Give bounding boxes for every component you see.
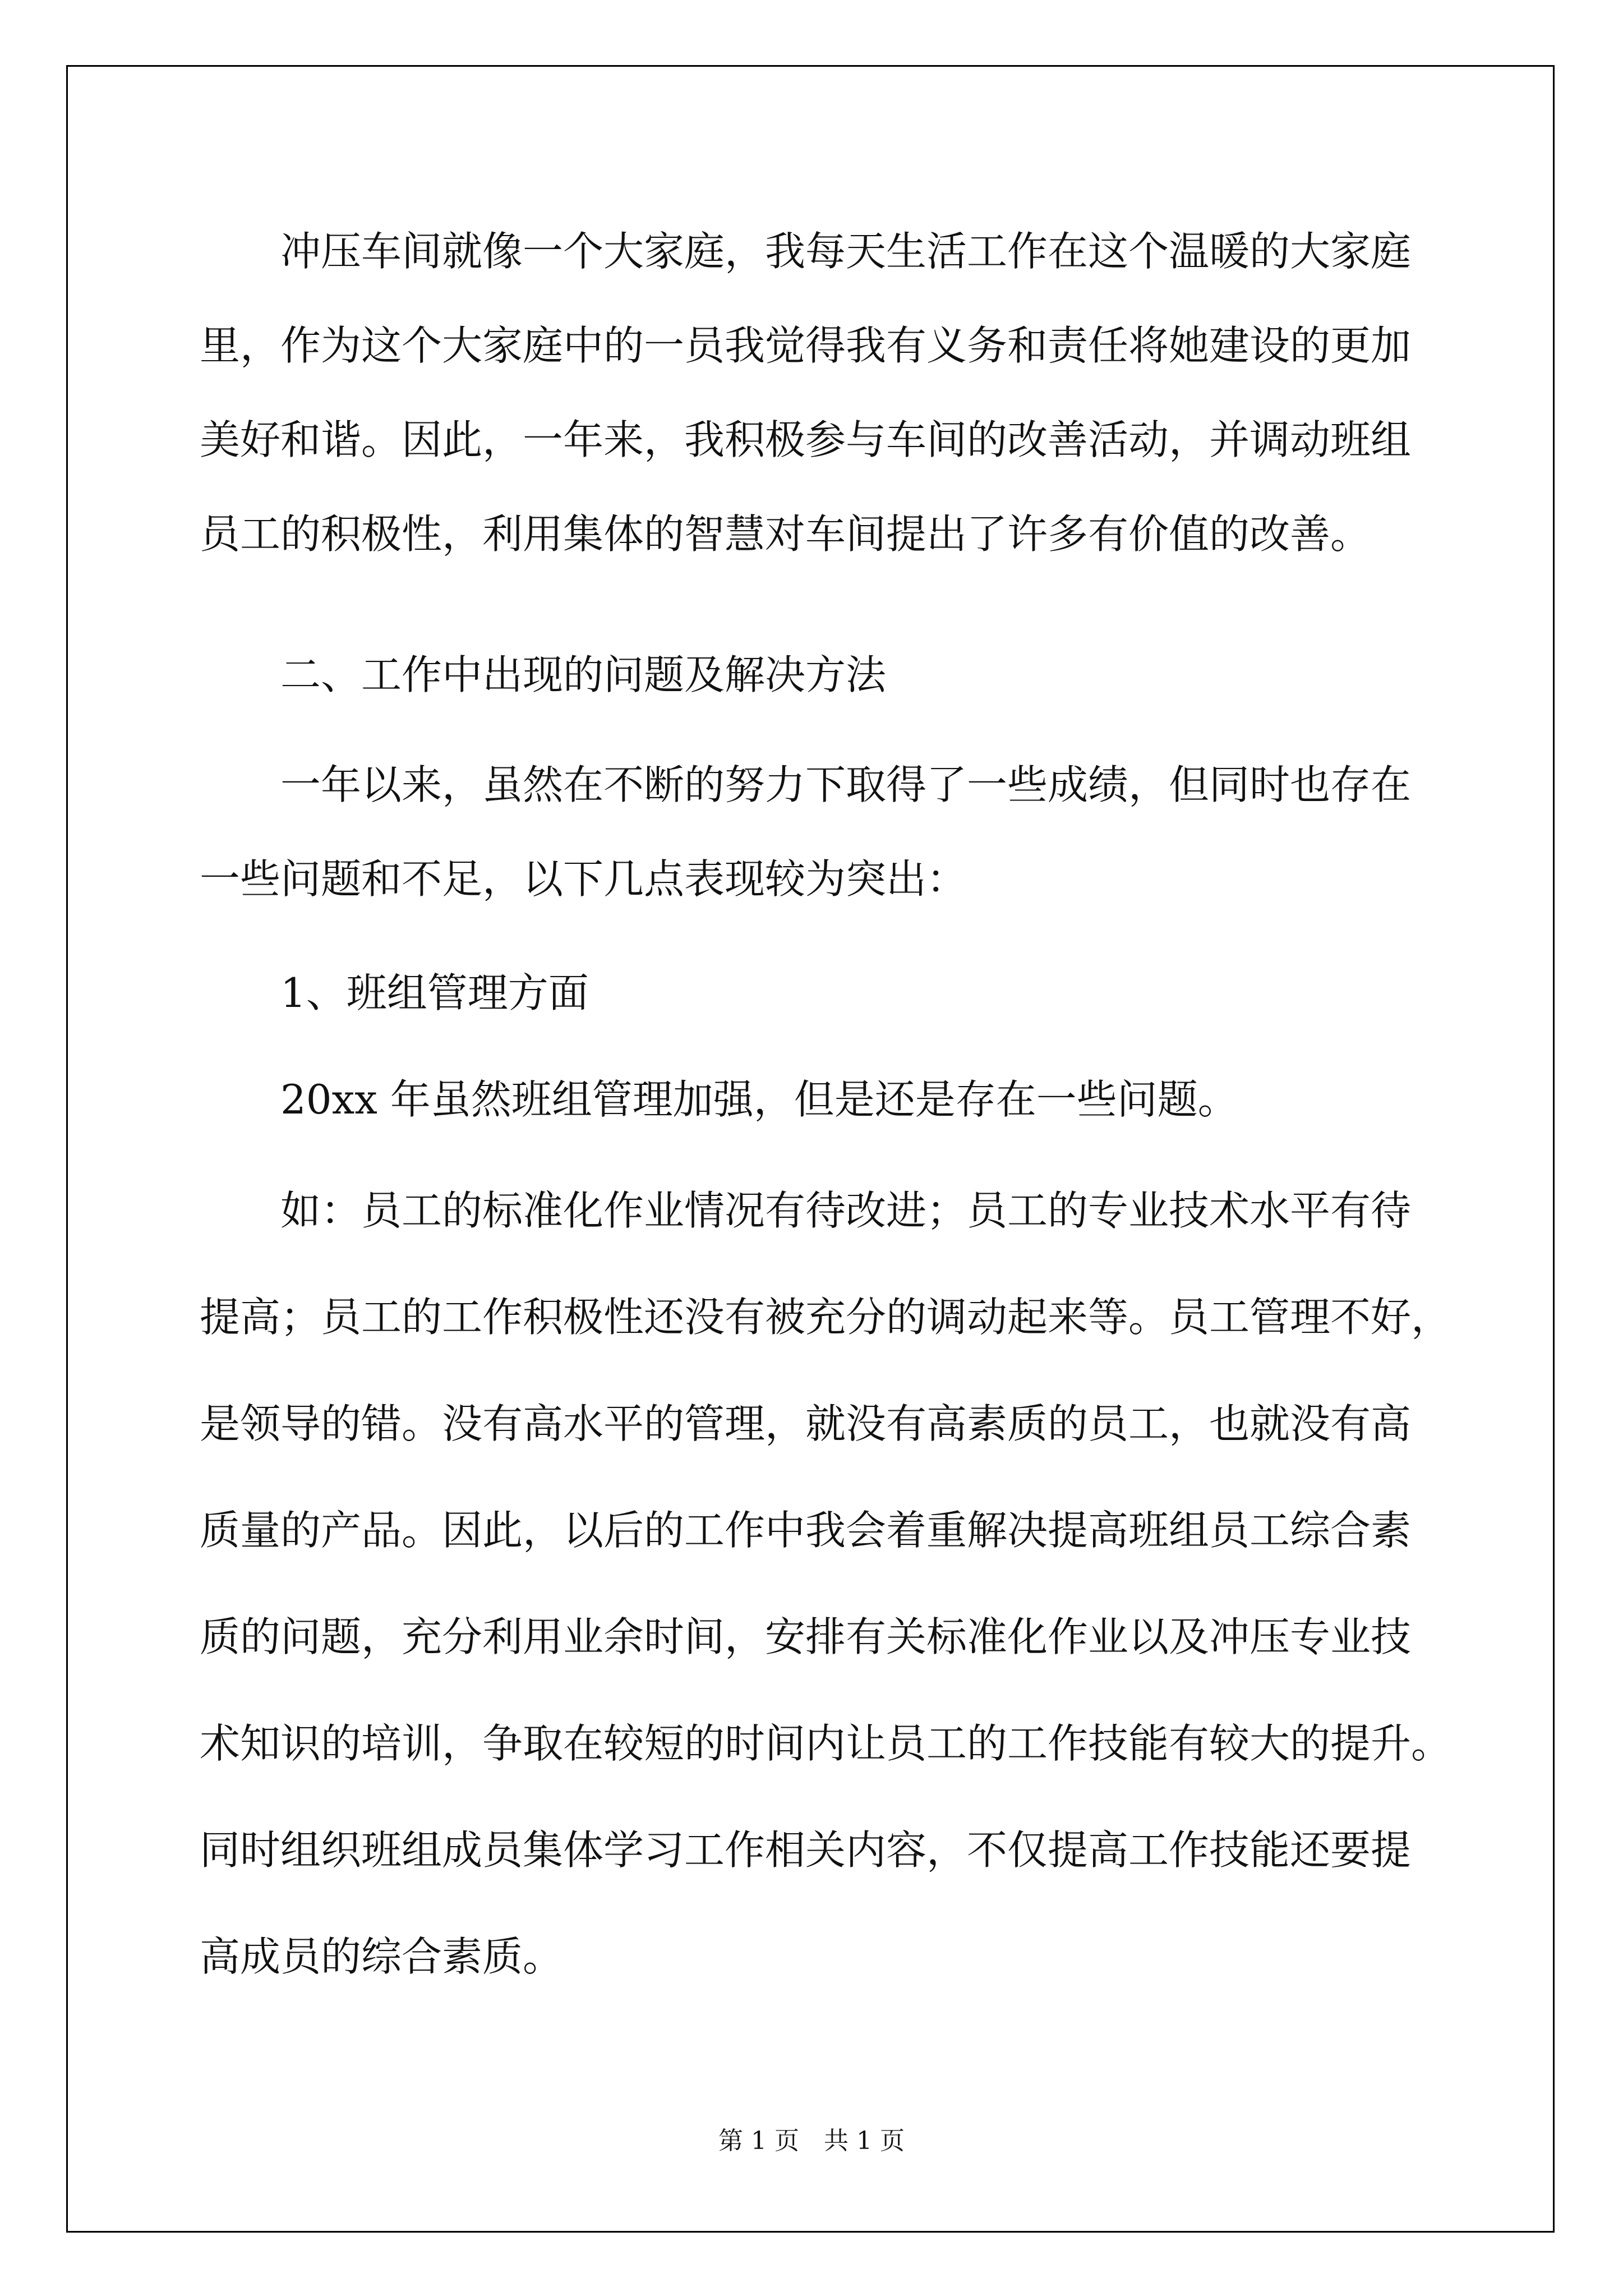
section-heading: 二、工作中出现的问题及解决方法 (280, 651, 887, 698)
paragraph-line: 冲压车间就像一个大家庭，我每天生活工作在这个温暖的大家庭 (280, 228, 1412, 275)
paragraph-line: 美好和谐。因此，一年来，我积极参与车间的改善活动，并调动班组 (200, 416, 1412, 463)
paragraph-line: 高成员的综合素质。 (200, 1933, 564, 1980)
page-border (66, 65, 1555, 2233)
subsection-heading: 1、班组管理方面 (280, 969, 589, 1016)
paragraph-line: 质的问题，充分利用业余时间，安排有关标准化作业以及冲压专业技 (200, 1613, 1412, 1660)
paragraph-line: 20xx 年虽然班组管理加强，但是还是存在一些问题。 (280, 1076, 1238, 1123)
paragraph-line: 质量的产品。因此，以后的工作中我会着重解决提高班组员工综合素 (200, 1507, 1412, 1554)
paragraph-line: 术知识的培训，争取在较短的时间内让员工的工作技能有较大的提升。 (200, 1720, 1452, 1767)
paragraph-line: 提高；员工的工作积极性还没有被充分的调动起来等。员工管理不好， (200, 1294, 1452, 1341)
paragraph-line: 一些问题和不足，以下几点表现较为突出： (200, 855, 967, 903)
paragraph-line: 如：员工的标准化作业情况有待改进；员工的专业技术水平有待 (280, 1187, 1412, 1234)
paragraph-line: 同时组织班组成员集体学习工作相关内容，不仅提高工作技能还要提 (200, 1826, 1412, 1874)
paragraph-line: 一年以来，虽然在不断的努力下取得了一些成绩，但同时也存在 (280, 761, 1412, 808)
paragraph-line: 是领导的错。没有高水平的管理，就没有高素质的员工，也就没有高 (200, 1400, 1412, 1447)
paragraph-line: 里，作为这个大家庭中的一员我觉得我有义务和责任将她建设的更加 (200, 322, 1412, 369)
paragraph-line: 员工的积极性，利用集体的智慧对车间提出了许多有价值的改善。 (200, 510, 1371, 558)
page-number-footer: 第 1 页 共 1 页 (718, 2127, 905, 2155)
